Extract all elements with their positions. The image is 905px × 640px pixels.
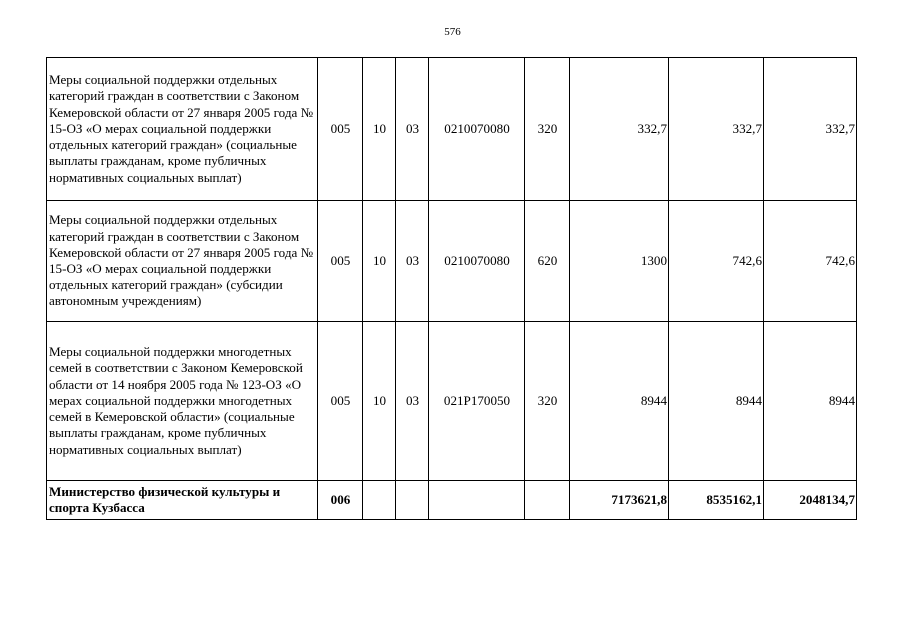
section-code [363, 481, 396, 520]
budget-table [46, 57, 857, 520]
section-code: 10 [363, 58, 396, 201]
amount-year-2: 332,7 [669, 58, 764, 201]
expense-type-code [525, 481, 570, 520]
amount-year-3: 8944 [764, 322, 857, 481]
ministry-code: 005 [318, 322, 363, 481]
target-article-code: 021P170050 [429, 322, 525, 481]
subsection-code [396, 481, 429, 520]
ministry-code: 005 [318, 58, 363, 201]
target-article-code: 0210070080 [429, 58, 525, 201]
amount-year-2: 8535162,1 [669, 481, 764, 520]
row-description: Меры социальной поддержки отдельных категорий граждан в соответствии с Законом Кемеровской области от 27 января 2005 года № 15-ОЗ «О мерах социальной поддержки отдельных категорий граждан» (субсидии автономным учреждениям) [47, 201, 318, 322]
subsection-code: 03 [396, 322, 429, 481]
page-number: 576 [444, 26, 461, 38]
expense-type-code: 320 [525, 58, 570, 201]
row-description: Меры социальной поддержки отдельных категорий граждан в соответствии с Законом Кемеровской области от 27 января 2005 года № 15-ОЗ «О мерах социальной поддержки отдельных категорий граждан» (социальные выплаты гражданам, кроме публичных нормативных социальных выплат) [47, 58, 318, 201]
section-code: 10 [363, 322, 396, 481]
target-article-code: 0210070080 [429, 201, 525, 322]
table-row [47, 58, 857, 201]
subsection-code: 03 [396, 201, 429, 322]
amount-year-3: 2048134,7 [764, 481, 857, 520]
amount-year-3: 332,7 [764, 58, 857, 201]
amount-year-3: 742,6 [764, 201, 857, 322]
table-row [47, 322, 857, 481]
amount-year-1: 7173621,8 [570, 481, 669, 520]
expense-type-code: 320 [525, 322, 570, 481]
amount-year-2: 8944 [669, 322, 764, 481]
amount-year-1: 332,7 [570, 58, 669, 201]
amount-year-2: 742,6 [669, 201, 764, 322]
amount-year-1: 1300 [570, 201, 669, 322]
ministry-name: Министерство физической культуры и спорта Кузбасса [47, 481, 318, 520]
ministry-code: 005 [318, 201, 363, 322]
section-code: 10 [363, 201, 396, 322]
amount-year-1: 8944 [570, 322, 669, 481]
expense-type-code: 620 [525, 201, 570, 322]
table-row-ministry-total [47, 481, 857, 520]
target-article-code [429, 481, 525, 520]
ministry-code: 006 [318, 481, 363, 520]
table-row [47, 201, 857, 322]
subsection-code: 03 [396, 58, 429, 201]
row-description: Меры социальной поддержки многодетных семей в соответствии с Законом Кемеровской области от 14 ноября 2005 года № 123-ОЗ «О мерах социальной поддержки многодетных семей в Кемеровской области» (социальные выплаты гражданам, кроме публичных нормативных социальных выплат) [47, 322, 318, 481]
